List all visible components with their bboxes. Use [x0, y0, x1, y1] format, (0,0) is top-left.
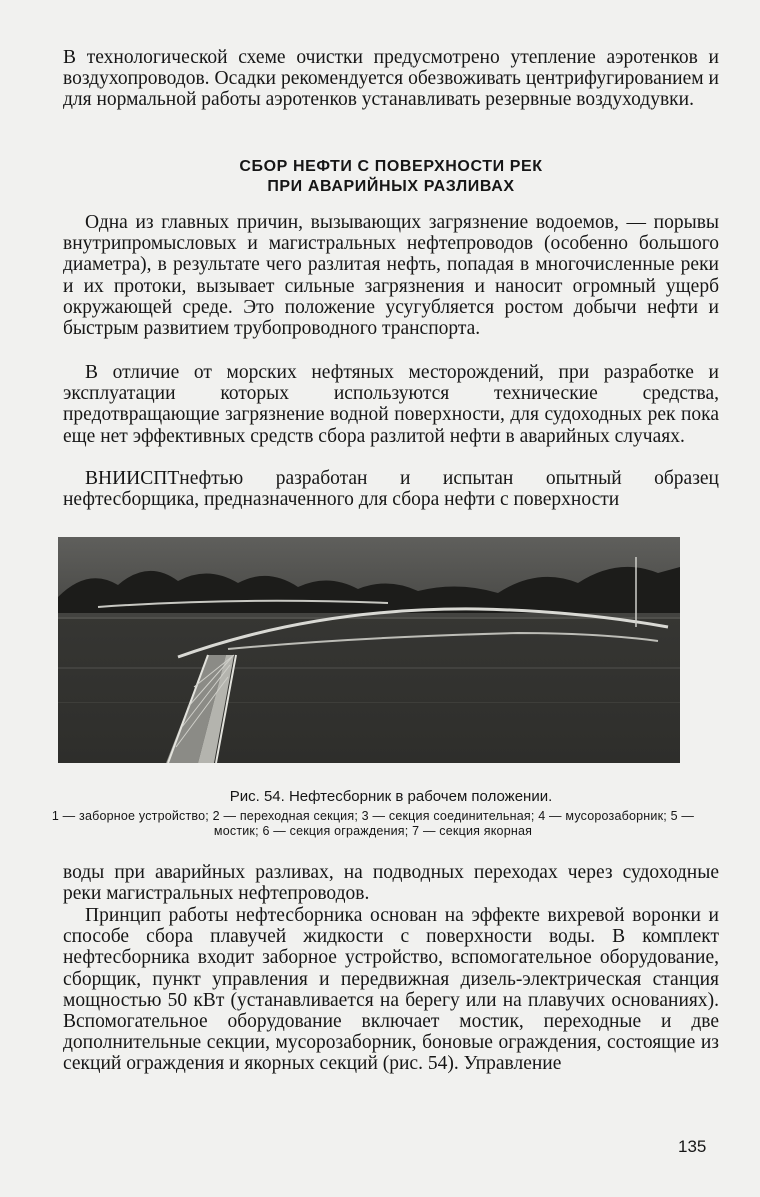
paragraph-continuation: воды при аварийных разливах, на подводных переходах через судоходные реки магистральных нефтепроводов.	[63, 862, 719, 905]
paragraph-pipeline-ruptures: Одна из главных причин, вызывающих загрязнение водоемов, — порывы внутрипромысловых и магистральных нефтепроводов (особенно большого диаметра), в результате чего разлитая нефть, попадая в многочисленные реки и их протоки, вызывает сильные загрязнения и наносит огромный ущерб окружающей среде. Это положение усугубляется ростом добычи нефти и быстрым развитием трубопроводного транспорта.	[63, 212, 719, 340]
paragraph-intro: В технологической схеме очистки предусмотрено утепление аэротенков и воздухопроводов. Осадки рекомендуется обезвоживать центрифугированием и для нормальной работы аэротенков устанавливать резервные воздуходувки.	[63, 47, 719, 111]
paragraph-operating-principle: Принцип работы нефтесборника основан на эффекте вихревой воронки и способе сбора плавучей жидкости с поверхности воды. В комплект нефтесборника входит заборное устройство, вспомогательное оборудование, сборщик, пункт управления и передвижная дизель-электрическая станция мощностью 50 кВт (устанавливается на берегу или на плавучих основаниях). Вспомогательное оборудование включает мостик, переходные и две дополнительные секции, мусорозаборник, боновые ограждения, состоящие из секций ограждения и якорных секций (рис. 54). Управление	[63, 905, 719, 1075]
page-number: 135	[678, 1137, 707, 1156]
section-heading-line-2: ПРИ АВАРИЙНЫХ РАЗЛИВАХ	[267, 178, 515, 195]
section-heading-line-1: СБОР НЕФТИ С ПОВЕРХНОСТИ РЕК	[239, 158, 543, 175]
paragraph-no-means: В отличие от морских нефтяных месторождений, при разработке и эксплуатации которых используются технические средства, предотвращающие загрязнение водной поверхности, для судоходных рек пока еще нет эффективных средств сбора разлитой нефти в аварийных случаях.	[63, 362, 719, 447]
section-heading	[63, 157, 719, 197]
paragraph-prototype: ВНИИСПТнефтью разработан и испытан опытный образец нефтесборщика, предназначенного для сбора нефти с поверхности	[63, 468, 719, 511]
figure-photo-oil-skimmer	[58, 537, 680, 763]
figure-caption: Рис. 54. Нефтесборник в рабочем положении.	[229, 788, 553, 805]
figure-legend: 1 — заборное устройство; 2 — переходная секция; 3 — секция соединительная; 4 — мусорозаборник; 5 — мостик; 6 — секция ограждения; 7 — секция якорная	[51, 809, 695, 838]
